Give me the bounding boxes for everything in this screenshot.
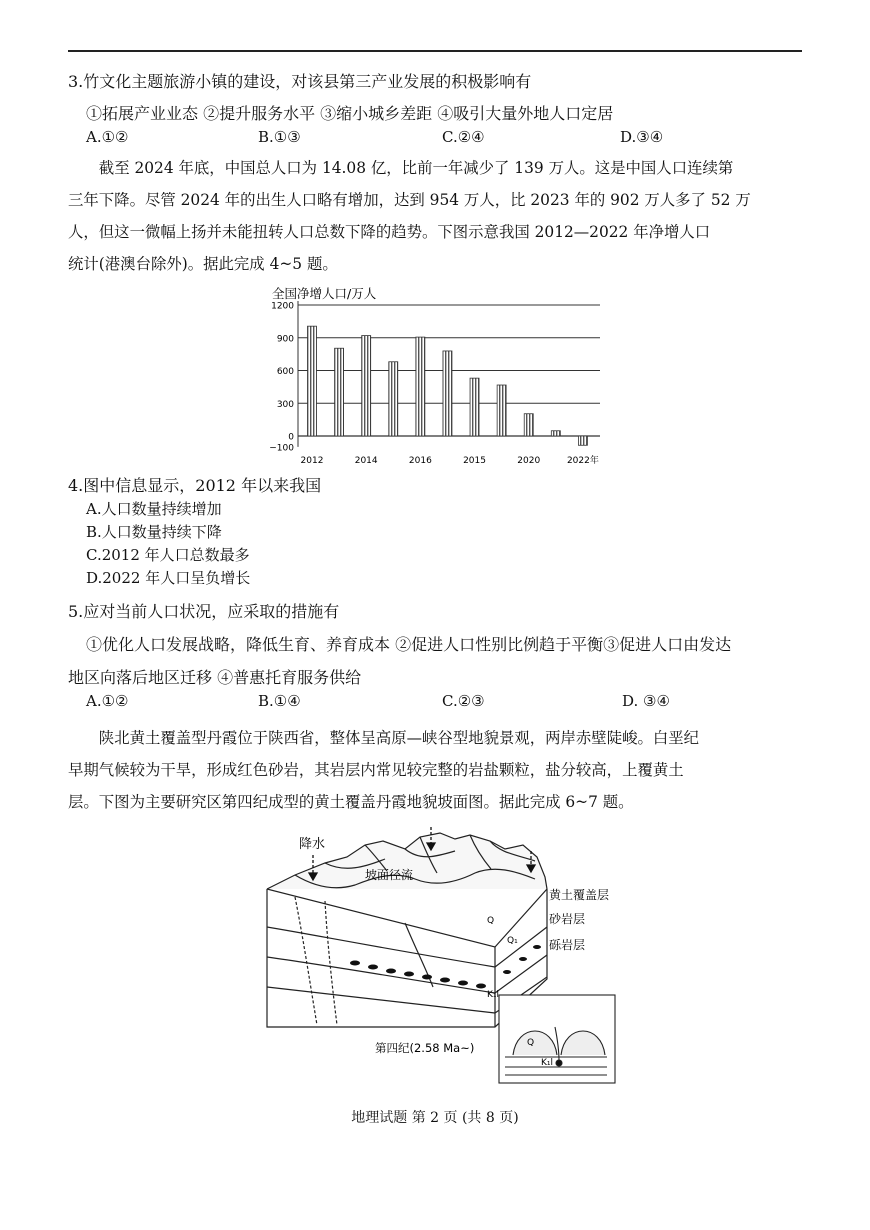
chart-y-tick-label: 1200 (271, 301, 294, 312)
chart-x-tick-label: 2016 (408, 455, 432, 466)
danxia-slope-diagram (255, 827, 625, 1089)
loess-layer-label: 黄土覆盖层 (549, 888, 610, 902)
q5-items-line1: ①优化人口发展战略，降低生育、养育成本 ②促进人口性别比例趋于平衡③促进人口由发达 (86, 635, 732, 654)
chart-y-tick-label: 900 (276, 334, 294, 345)
passage-danxia (68, 722, 802, 818)
chart-bar (551, 431, 560, 436)
q3-option-a: A.①② (86, 128, 129, 146)
q4-option-b: B.人口数量持续下降 (86, 523, 222, 541)
q5-option-a: A.①② (86, 692, 129, 710)
q1-symbol: Q₁ (507, 936, 518, 946)
chart-bar (470, 378, 479, 436)
q4-option-d: D.2022 年人口呈负增长 (86, 569, 251, 587)
chart-x-tick-label: 2022年 (566, 455, 599, 466)
q5-option-b: B.①④ (258, 692, 301, 710)
chart-bar (578, 436, 587, 445)
passage-danxia-line: 早期气候较为干旱，形成红色砂岩，其岩层内常见较完整的岩盐颗粒，盐分较高，上覆黄土 (68, 761, 684, 779)
sandstone-layer-label: 砂岩层 (549, 912, 586, 926)
q3-option-c: C.②④ (442, 128, 485, 146)
chart-x-tick-label: 2020 (517, 455, 541, 466)
chart-x-tick-label: 2014 (354, 455, 378, 466)
q4-option-c: C.2012 年人口总数最多 (86, 546, 250, 564)
chart-bar (497, 385, 506, 436)
q5-items-line2: 地区向落后地区迁移 ④普惠托育服务供给 (68, 668, 362, 687)
q5-stem: 5.应对当前人口状况，应采取的措施有 (68, 602, 340, 621)
chart-bar (443, 351, 452, 436)
chart-bar (308, 326, 317, 436)
k1-symbol: K₁l (487, 990, 500, 1000)
chart-y-tick-label: −100 (269, 443, 294, 454)
passage-population-line: 统计(港澳台除外)。据此完成 4~5 题。 (68, 255, 338, 273)
chart-x-tick-label: 2012 (300, 455, 324, 466)
chart-bar (389, 362, 398, 436)
chart-y-tick-label: 0 (288, 432, 294, 443)
q5-option-d: D. ③④ (622, 692, 670, 710)
chart-y-tick-label: 600 (276, 367, 294, 377)
q3-stem: 3.竹文化主题旅游小镇的建设，对该县第三产业发展的积极影响有 (68, 72, 532, 91)
passage-population (68, 152, 802, 280)
runoff-label: 坡面径流 (365, 868, 414, 882)
quaternary-label: 第四纪(2.58 Ma~) (375, 1041, 475, 1055)
population-bar-chart (262, 283, 608, 466)
conglomerate-pebbles (350, 945, 541, 989)
chart-y-tick-label: 300 (276, 399, 294, 410)
inset-q-symbol: Q (527, 1038, 535, 1048)
q4-option-a: A.人口数量持续增加 (86, 500, 222, 518)
chart-bar (362, 336, 371, 436)
q3-items: ①拓展产业业态 ②提升服务水平 ③缩小城乡差距 ④吸引大量外地人口定居 (86, 104, 614, 123)
chart-bar (335, 348, 344, 436)
q4-stem: 4.图中信息显示，2012 年以来我国 (68, 476, 322, 495)
page-footer: 地理试题 第 2 页 (共 8 页) (351, 1110, 519, 1126)
passage-population-line: 三年下降。尽管 2024 年的出生人口略有增加，达到 954 万人，比 2023 年的 902 万人多了 52 万 (68, 191, 751, 209)
conglomerate-layer-label: 砾岩层 (549, 938, 586, 952)
q3-option-b: B.①③ (258, 128, 301, 146)
passage-population-line: 截至 2024 年底，中国总人口为 14.08 亿，比前一年减少了 139 万人。这是中国人口连续第 (98, 159, 734, 177)
q5-option-c: C.②③ (442, 692, 485, 710)
inset-k-symbol: K₁l (541, 1058, 554, 1068)
chart-x-tick-label: 2015 (463, 455, 486, 466)
chart-bar (416, 337, 425, 436)
header-rule (68, 50, 802, 52)
quaternary-symbol: Q (487, 916, 495, 926)
rain-label: 降水 (299, 837, 326, 852)
passage-population-line: 人，但这一微幅上扬并未能扭转人口总数下降的趋势。下图示意我国 2012—2022 年净增人口 (68, 223, 711, 241)
inset-diagram (499, 995, 615, 1083)
passage-danxia-line: 层。下图为主要研究区第四纪成型的黄土覆盖丹霞地貌坡面图。据此完成 6~7 题。 (68, 793, 634, 811)
q3-option-d: D.③④ (620, 128, 664, 146)
passage-danxia-line: 陕北黄土覆盖型丹霞位于陕西省，整体呈高原—峡谷型地貌景观，两岸赤壁陡峻。白垩纪 (98, 729, 700, 747)
chart-bar (524, 414, 533, 436)
chart-ylabel: 全国净增人口/万人 (272, 286, 377, 301)
